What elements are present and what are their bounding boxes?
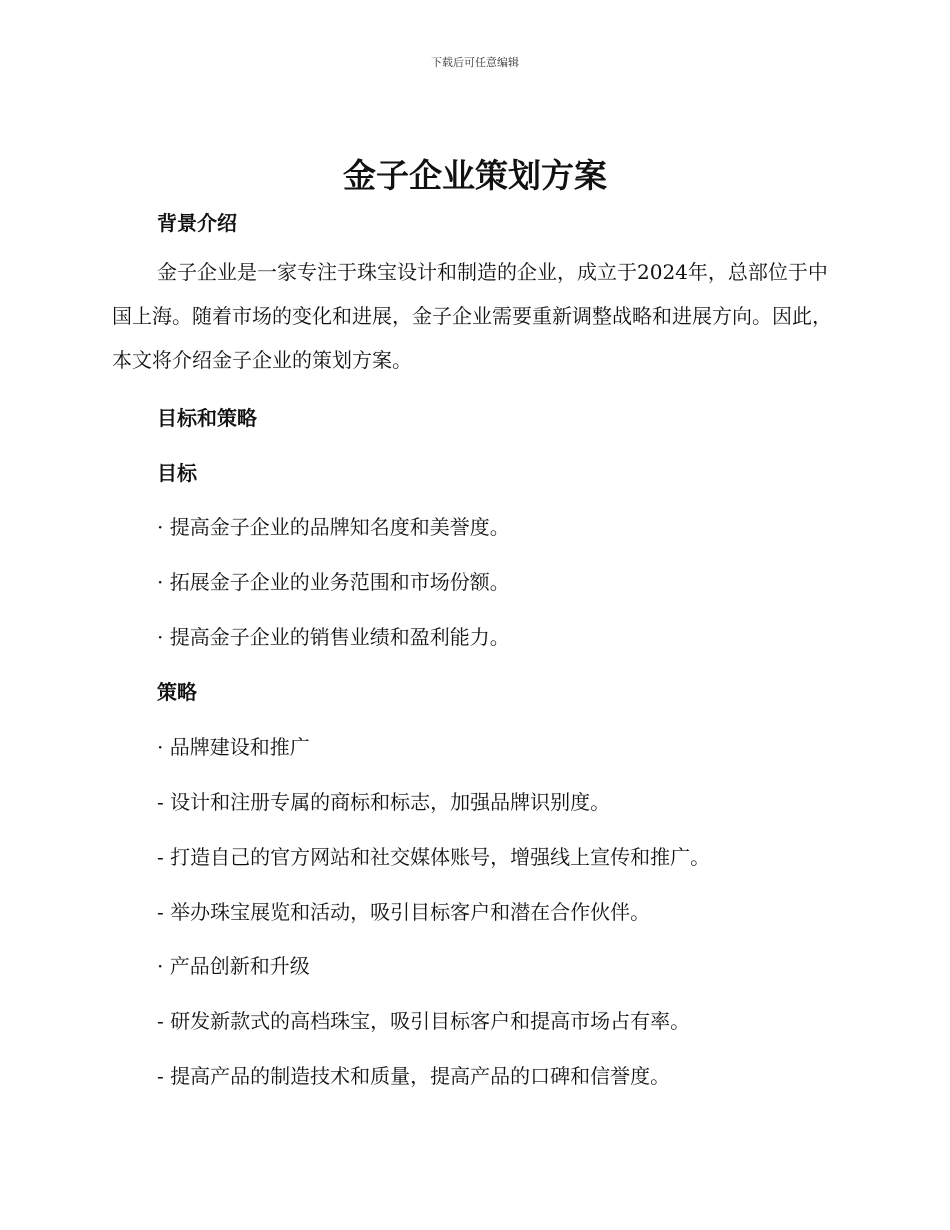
strategy-item: · 品牌建设和推广	[157, 735, 310, 759]
strategy-subitem: - 打造自己的官方网站和社交媒体账号，增强线上宣传和推广。	[157, 845, 711, 869]
strategy-subitem: - 研发新款式的高档珠宝，吸引目标客户和提高市场占有率。	[157, 1009, 691, 1033]
header-note: 下载后可任意编辑	[431, 56, 519, 69]
strategy-subitem: - 提高产品的制造技术和质量，提高产品的口碑和信誉度。	[157, 1064, 671, 1088]
goals-heading: 目标	[157, 461, 197, 485]
goal-item: · 提高金子企业的品牌知名度和美誉度。	[157, 515, 510, 539]
strategy-subitem: - 举办珠宝展览和活动，吸引目标客户和潜在合作伙伴。	[157, 900, 651, 924]
background-heading: 背景介绍	[157, 211, 237, 235]
strategy-heading: 策略	[157, 680, 197, 704]
goal-item: · 拓展金子企业的业务范围和市场份额。	[157, 570, 510, 594]
strategy-item: · 产品创新和升级	[157, 954, 310, 978]
goals-strategy-heading: 目标和策略	[157, 406, 257, 430]
goal-item: · 提高金子企业的销售业绩和盈利能力。	[157, 625, 510, 649]
document-title: 金子企业策划方案	[343, 156, 607, 195]
strategy-subitem: - 设计和注册专属的商标和标志，加强品牌识别度。	[157, 790, 611, 814]
background-paragraph: 金子企业是一家专注于珠宝设计和制造的企业，成立于2024年，总部位于中国上海。随着市场的变化和进展，金子企业需要重新调整战略和进展方向。因此，本文将介绍金子企业的策划方案。	[112, 260, 832, 372]
